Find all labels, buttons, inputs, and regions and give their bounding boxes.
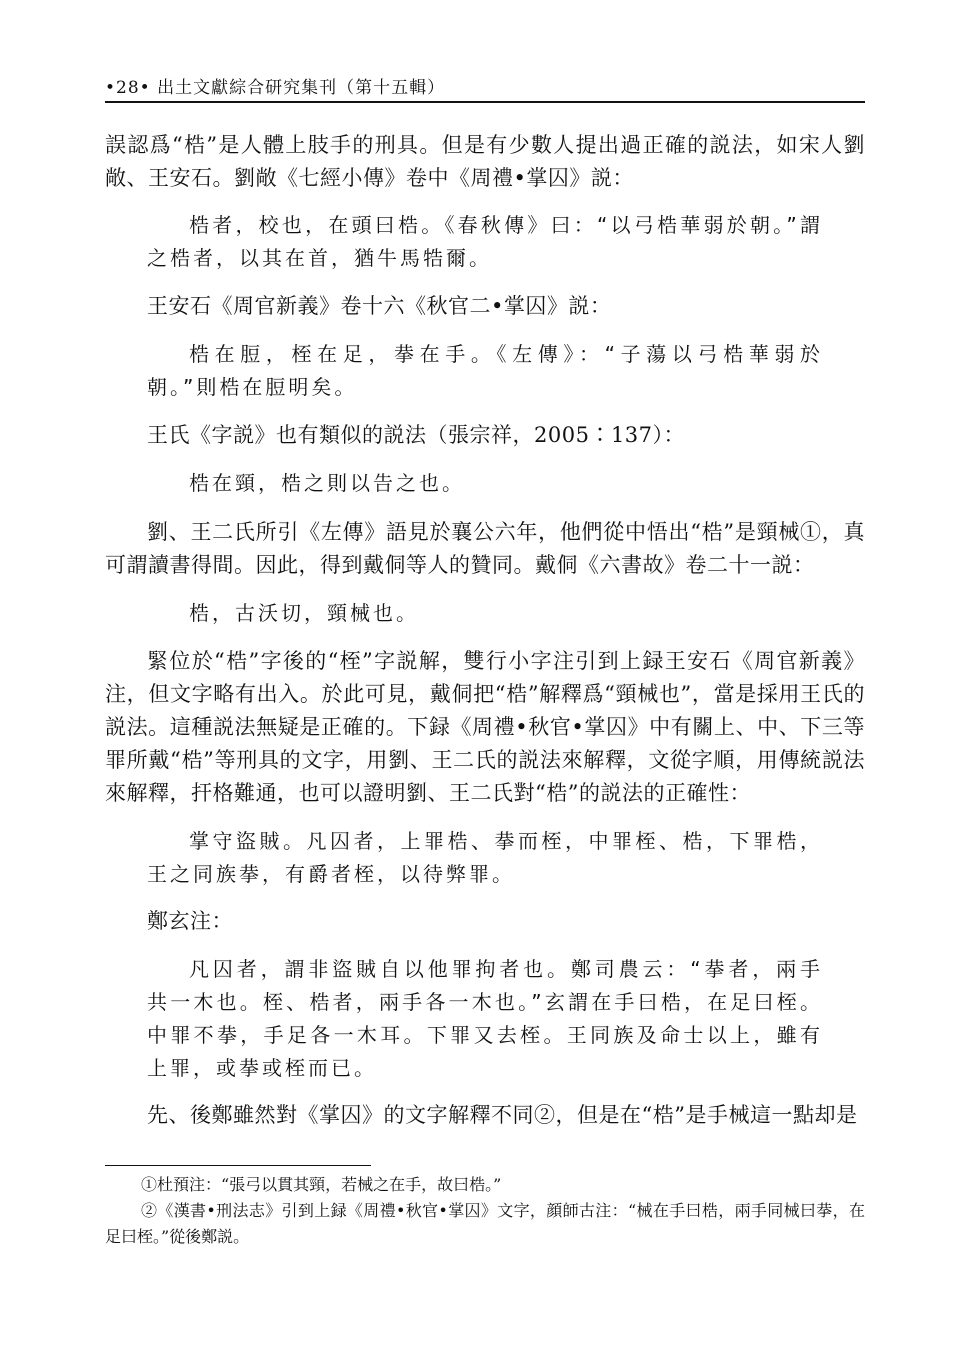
footnote-2: ②《漢書•刑法志》引到上録《周禮•秋官•掌囚》文字，顔師古注：“械在手曰梏，兩手同械曰拲，在足曰桎。”從後鄭説。 [105,1201,865,1246]
paragraph-6: 鄭玄注： [147,909,233,933]
paragraph-3: 王氏《字説》也有類似的説法（張宗祥，2005∶137）： [147,423,686,447]
quote-block-3: 梏在頸，梏之則以告之也。 [189,471,465,495]
footnote-1: ①杜預注：“張弓以貫其頸，若械之在手，故曰梏。” [141,1175,502,1194]
quote-block-5: 掌守盜賊。凡囚者，上罪梏、拲而桎，中罪桎、梏，下罪梏，王之同族拲，有爵者桎，以待弊罪。 [147,829,823,886]
paragraph-1: 誤認爲“梏”是人體上肢手的刑具。但是有少數人提出過正確的説法，如宋人劉敞、王安石。劉敞《七經小傳》卷中《周禮•掌囚》説： [105,133,865,190]
quote-block-1: 梏者，校也，在頭曰梏。《春秋傳》曰：“以弓梏華弱於朝。”謂之梏者，以其在首，猶牛馬牿爾。 [147,213,823,270]
quote-block-4: 梏，古沃切，頸械也。 [189,601,419,625]
paragraph-7: 先、後鄭雖然對《掌囚》的文字解釋不同②，但是在“梏”是手械這一點却是 [147,1103,858,1127]
header-rule [105,101,865,103]
quote-block-2: 梏在脰，桎在足，拲在手。《左傳》：“子蕩以弓梏華弱於朝。”則梏在脰明矣。 [147,342,823,399]
running-head: •28• 出土文獻綜合研究集刊（第十五輯） [105,78,446,98]
paragraph-2: 王安石《周官新義》卷十六《秋官二•掌囚》説： [147,294,612,318]
footnote-rule [105,1165,371,1166]
paragraph-4: 劉、王二氏所引《左傳》語見於襄公六年，他們從中悟出“梏”是頸械①，真可謂讀書得間。因此，得到戴侗等人的贊同。戴侗《六書故》卷二十一説： [105,520,865,577]
quote-block-6: 凡囚者，謂非盜賊自以他罪拘者也。鄭司農云：“拲者，兩手共一木也。桎、梏者，兩手各一木也。”玄謂在手曰梏，在足曰桎。中罪不拲，手足各一木耳。下罪又去桎。王同族及命士以上，雖有上罪，或拲或桎而已。 [147,957,823,1080]
paragraph-5: 緊位於“梏”字後的“桎”字説解，雙行小字注引到上録王安石《周官新義》注，但文字略有出入。於此可見，戴侗把“梏”解釋爲“頸械也”，當是採用王氏的説法。這種説法無疑是正確的。下録《周禮•秋官•掌囚》中有關上、中、下三等罪所戴“梏”等刑具的文字，用劉、王二氏的説法來解釋，文從字順，用傳統説法來解釋，扞格難通，也可以證明劉、王二氏對“梏”的説法的正確性： [105,649,865,805]
